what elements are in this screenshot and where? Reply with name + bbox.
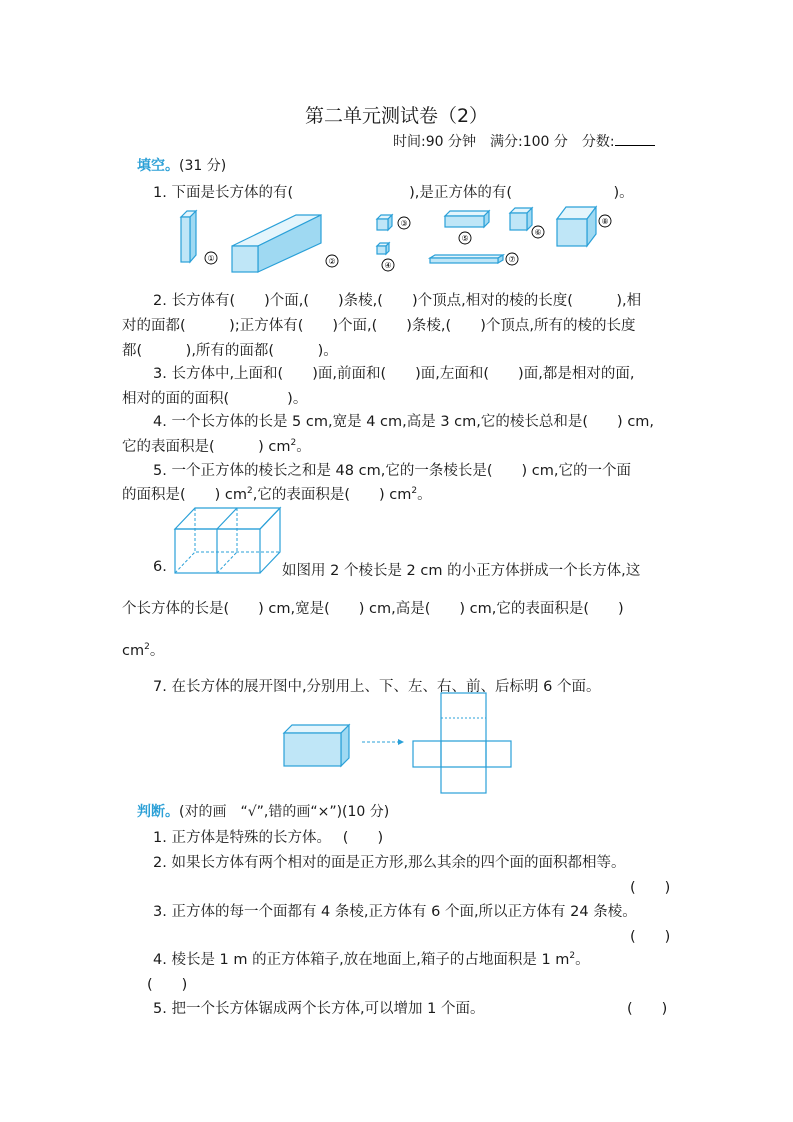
question-7: 7. 在长方体的展开图中,分别用上、下、左、右、前、后标明 6 个面。	[153, 679, 601, 695]
judge-2-answer[interactable]: ( )	[630, 880, 671, 896]
question-6-line-1: 如图用 2 个棱长是 2 cm 的小正方体拼成一个长方体,这	[282, 563, 641, 579]
label-2: ②	[328, 257, 336, 266]
label-4: ④	[384, 261, 392, 270]
question-3-line-2: 相对的面的面积( )。	[122, 391, 308, 407]
judge-2: 2. 如果长方体有两个相对的面是正方形,那么其余的四个面的面积都相等。	[153, 855, 626, 871]
judge-5: 5. 把一个长方体锯成两个长方体,可以增加 1 个面。	[153, 1001, 485, 1017]
net	[413, 693, 511, 793]
question-5-line-1: 5. 一个正方体的棱长之和是 48 cm,它的一条棱长是( ) cm,它的一个面	[153, 463, 631, 479]
judge-4: 4. 棱长是 1 m 的正方体箱子,放在地面上,箱子的占地面积是 1 $m^2$。	[153, 951, 590, 968]
question-4-line-2: 它的表面积是( ) $cm^2$。	[122, 438, 311, 455]
question-2-line-2: 对的面都( );正方体有( )个面,( )条棱,( )个顶点,所有的棱的长度	[122, 318, 636, 334]
question-3-line-1: 3. 长方体中,上面和( )面,前面和( )面,左面和( )面,都是相对的面,	[153, 366, 635, 382]
question-6-number: 6.	[153, 559, 167, 575]
section-judge-heading: 判断。(对的画 “√”,错的画“×”)(10 分)	[137, 804, 390, 820]
arrow-icon	[362, 739, 404, 745]
question-6-line-3: $cm^2$。	[122, 642, 165, 659]
label-5: ⑤	[461, 234, 469, 243]
judge-4-answer[interactable]: ( )	[147, 977, 188, 993]
question-4-line-1: 4. 一个长方体的长是 5 cm,宽是 4 cm,高是 3 cm,它的棱长总和是( ) cm,	[153, 414, 655, 430]
question-2-line-1: 2. 长方体有( )个面,( )条棱,( )个顶点,相对的棱的长度( ),相	[153, 293, 642, 309]
exam-meta: 时间:90 分钟 满分:100 分 分数:	[393, 131, 655, 151]
judge-3: 3. 正方体的每一个面都有 4 条棱,正方体有 6 个面,所以正方体有 24 条棱。	[153, 904, 637, 920]
page-title: 第二单元测试卷（2）	[304, 105, 489, 127]
question-2-line-3: 都( ),所有的面都( )。	[122, 343, 338, 359]
label-1: ①	[207, 254, 215, 263]
question-1: 1. 下面是长方体的有( ),是正方体的有( )。	[153, 185, 634, 201]
question-6-line-2: 个长方体的长是( ) cm,宽是( ) cm,高是( ) cm,它的表面积是( )	[122, 601, 624, 617]
question-5-line-2: 的面积是( ) $cm^2$,它的表面积是( ) $cm^2$。	[122, 486, 432, 503]
judge-3-answer[interactable]: ( )	[630, 929, 671, 945]
label-7: ⑦	[508, 255, 516, 264]
label-6: ⑥	[534, 228, 542, 237]
judge-1: 1. 正方体是特殊的长方体。 ( )	[153, 830, 384, 846]
section-fill-in-heading: 填空。(31 分)	[137, 158, 227, 174]
label-3: ③	[400, 219, 408, 228]
judge-5-answer[interactable]: ( )	[627, 1001, 668, 1017]
cuboid	[284, 725, 349, 766]
label-8: ⑧	[601, 217, 609, 226]
